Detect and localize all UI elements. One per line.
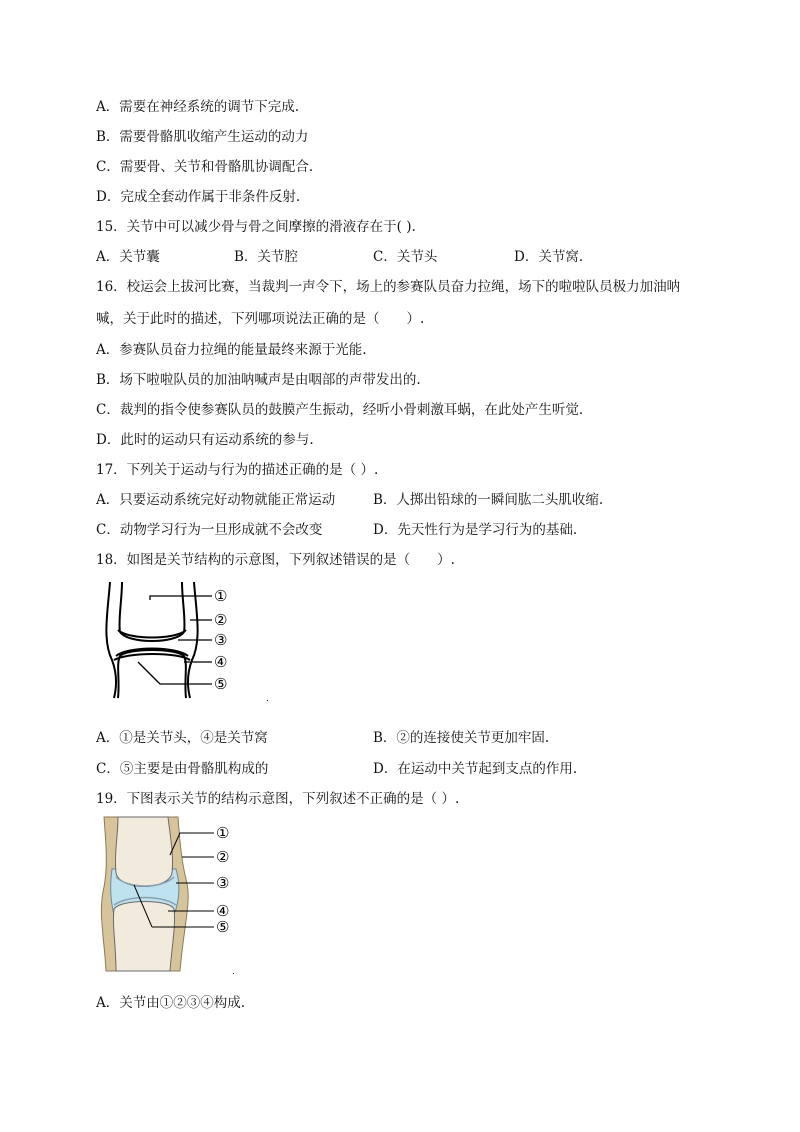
- q19-option-a: A．关节由①②③④构成.: [96, 995, 246, 1011]
- q14-option-c: C．需要骨、关节和骨骼肌协调配合.: [96, 159, 314, 175]
- label-19-4: ④: [216, 902, 230, 920]
- q15-option-b: B．关节腔: [234, 249, 298, 265]
- capsule-left-line: [106, 582, 116, 698]
- q15-option-c: C．关节头: [373, 249, 438, 265]
- label-19-2: ②: [216, 848, 230, 866]
- q15-option-d: D．关节窝.: [514, 249, 584, 265]
- upper-bone-line: [119, 582, 184, 641]
- question-17: 17．下列关于运动与行为的描述正确的是（ ）.: [96, 462, 379, 478]
- leader-line-5a: [138, 662, 160, 684]
- q16-option-d: D．此时的运动只有运动系统的参与.: [96, 432, 314, 448]
- upper-bone: [115, 817, 172, 887]
- q17-option-a: A．只要运动系统完好动物就能正常运动: [96, 492, 336, 508]
- label-2: ②: [214, 611, 228, 629]
- lower-bone: [113, 902, 174, 972]
- label-3: ③: [214, 631, 228, 649]
- question-16-line2: 喊，关于此时的描述，下列哪项说法正确的是（ ）.: [96, 311, 425, 327]
- leader-line-1: [150, 596, 212, 600]
- question-18: 18．如图是关节结构的示意图，下列叙述错误的是（ ）.: [96, 552, 455, 568]
- dot-marker: .: [266, 694, 269, 704]
- question-19: 19．下图表示关节的结构示意图，下列叙述不正确的是（ ）.: [96, 791, 460, 807]
- joint-diagram-18: [98, 580, 278, 700]
- joint-diagram-19: [98, 815, 248, 975]
- q14-option-d: D．完成全套动作属于非条件反射.: [96, 189, 301, 205]
- question-16-line1: 16．校运会上拔河比赛，当裁判一声令下，场上的参赛队员奋力拉绳，场下的啦啦队员极力加油呐: [96, 279, 681, 295]
- q18-option-b: B．②的连接使关节更加牢固.: [373, 730, 550, 746]
- q18-option-a: A．①是关节头，④是关节窝: [96, 730, 268, 746]
- dot-marker-19: .: [232, 967, 235, 977]
- upper-cartilage-line: [118, 630, 186, 638]
- label-5: ⑤: [214, 675, 228, 693]
- q16-option-c: C．裁判的指令使参赛队员的鼓膜产生振动，经听小骨刺激耳蜗，在此处产生听觉.: [96, 402, 584, 418]
- lower-cartilage-inner-line: [114, 654, 190, 660]
- q18-option-d: D．在运动中关节起到支点的作用.: [373, 761, 578, 777]
- question-15: 15．关节中可以减少骨与骨之间摩擦的滑液存在于( ).: [96, 219, 416, 235]
- label-19-1: ①: [216, 824, 230, 842]
- q17-option-b: B．人掷出铅球的一瞬间肱二头肌收缩.: [373, 492, 604, 508]
- q17-option-d: D．先天性行为是学习行为的基础.: [373, 522, 578, 538]
- q17-option-c: C．动物学习行为一旦形成就不会改变: [96, 522, 323, 538]
- lower-bone-line: [118, 650, 186, 698]
- label-19-5: ⑤: [216, 918, 230, 936]
- q16-option-a: A．参赛队员奋力拉绳的能量最终来源于光能.: [96, 342, 367, 358]
- q16-option-b: B．场下啦啦队员的加油呐喊声是由咽部的声带发出的.: [96, 372, 421, 388]
- q14-option-a: A．需要在神经系统的调节下完成.: [96, 99, 300, 115]
- q15-option-a: A．关节囊: [96, 249, 160, 265]
- label-4: ④: [214, 653, 228, 671]
- label-1: ①: [214, 587, 228, 605]
- q14-option-b: B．需要骨骼肌收缩产生运动的动力: [96, 129, 309, 145]
- q18-option-c: C．⑤主要是由骨骼肌构成的: [96, 761, 269, 777]
- label-19-3: ③: [216, 874, 230, 892]
